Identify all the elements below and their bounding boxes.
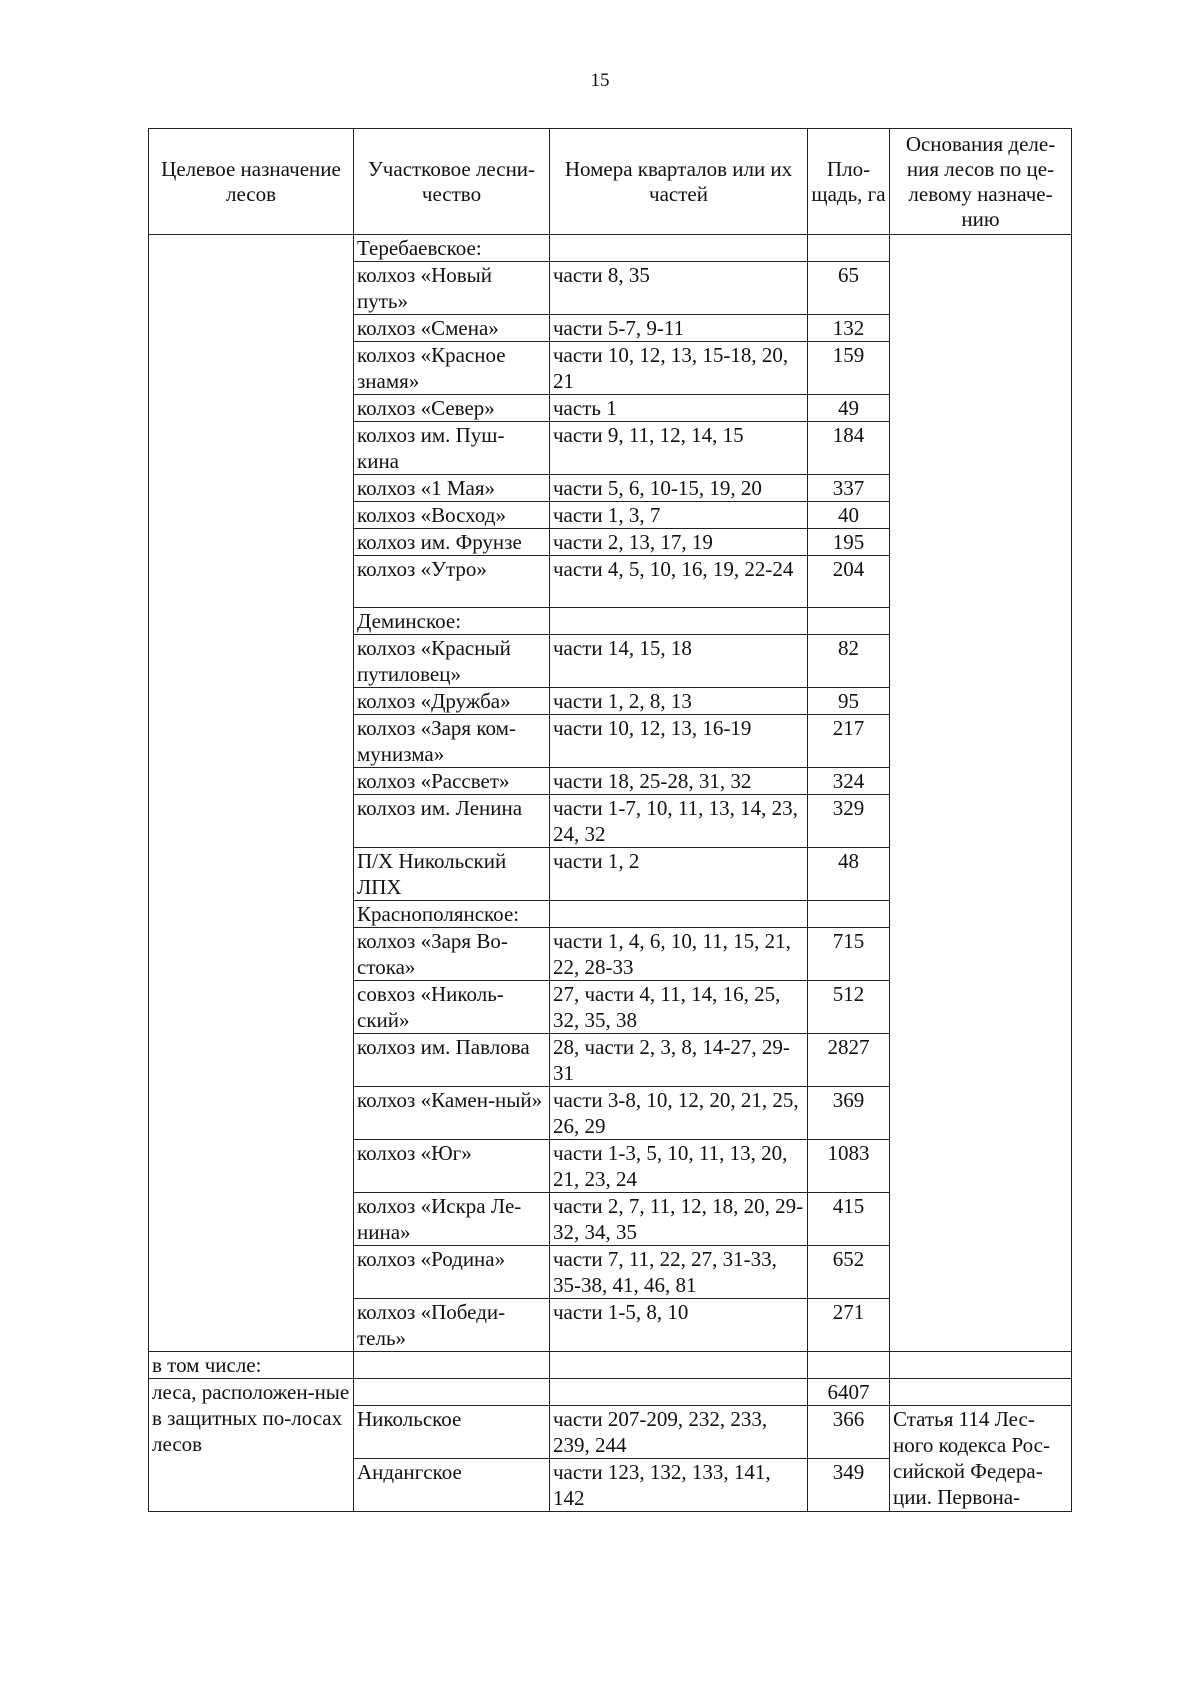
area-value: 95: [808, 688, 890, 715]
forest-owner-name: колхоз им. Ленина: [354, 795, 550, 848]
forest-owner-name: П/Х Никольский ЛПХ: [354, 848, 550, 901]
quarter-numbers: части 1, 4, 6, 10, 11, 15, 21, 22, 28-33: [550, 928, 808, 981]
group-header-row: [149, 235, 1072, 262]
area-value: 2827: [808, 1034, 890, 1087]
area-value: 40: [808, 502, 890, 529]
table-header-row: [149, 129, 1072, 235]
area-value: 715: [808, 928, 890, 981]
quarter-numbers: части 2, 13, 17, 19: [550, 529, 808, 556]
area-value: 48: [808, 848, 890, 901]
quarter-numbers: части 8, 35: [550, 262, 808, 315]
quarter-numbers: части 1, 2, 8, 13: [550, 688, 808, 715]
group-area-empty: [808, 608, 890, 635]
area-value: 652: [808, 1246, 890, 1299]
area-value: 324: [808, 768, 890, 795]
area-value: 195: [808, 529, 890, 556]
area-value: 82: [808, 635, 890, 688]
protective-basis-top-empty: [890, 1379, 1072, 1406]
area-value: 204: [808, 556, 890, 608]
quarter-numbers: 28, части 2, 3, 8, 14-27, 29-31: [550, 1034, 808, 1087]
quarter-numbers: части 3-8, 10, 12, 20, 21, 25, 26, 29: [550, 1087, 808, 1140]
area-value: 337: [808, 475, 890, 502]
area-value: 1083: [808, 1140, 890, 1193]
forest-owner-name: колхоз им. Фрунзе: [354, 529, 550, 556]
forest-owner-name: колхоз им. Павлова: [354, 1034, 550, 1087]
quarter-numbers: части 14, 15, 18: [550, 635, 808, 688]
legal-basis-text: Статья 114 Лес-ного кодекса Рос-сийской Федера-ции. Первона-: [890, 1406, 1072, 1512]
header-purpose: Целевое назначение лесов: [149, 129, 354, 235]
quarter-numbers: части 9, 11, 12, 14, 15: [550, 422, 808, 475]
area-value: 184: [808, 422, 890, 475]
protective-total-row: [149, 1379, 1072, 1406]
forest-owner-name: колхоз «Север»: [354, 395, 550, 422]
forest-owner-name: колхоз «Смена»: [354, 315, 550, 342]
area-value: 329: [808, 795, 890, 848]
forest-owner-name: колхоз «Камен-ный»: [354, 1087, 550, 1140]
area-value: 415: [808, 1193, 890, 1246]
quarter-numbers: части 5, 6, 10-15, 19, 20: [550, 475, 808, 502]
area-value: 217: [808, 715, 890, 768]
forest-owner-name: колхоз им. Пуш-кина: [354, 422, 550, 475]
quarter-numbers: части 1, 3, 7: [550, 502, 808, 529]
group-quarters-empty: [550, 608, 808, 635]
quarter-numbers: части 7, 11, 22, 27, 31-33, 35-38, 41, 46, 81: [550, 1246, 808, 1299]
protective-forestry-empty: [354, 1379, 550, 1406]
purpose-cell-empty: [149, 235, 354, 1352]
protective-total-area: 6407: [808, 1379, 890, 1406]
quarter-numbers: части 10, 12, 13, 15-18, 20, 21: [550, 342, 808, 395]
group-quarters-empty: [550, 235, 808, 262]
including-label: в том числе:: [149, 1352, 354, 1379]
header-area: Пло-щадь, га: [808, 129, 890, 235]
quarter-numbers: части 4, 5, 10, 16, 19, 22-24: [550, 556, 808, 608]
quarter-numbers: части 1-3, 5, 10, 11, 13, 20, 21, 23, 24: [550, 1140, 808, 1193]
forest-owner-name: колхоз «Новый путь»: [354, 262, 550, 315]
area-value: 366: [808, 1406, 890, 1459]
quarter-numbers: части 1-5, 8, 10: [550, 1299, 808, 1352]
quarter-numbers: 27, части 4, 11, 14, 16, 25, 32, 35, 38: [550, 981, 808, 1034]
quarter-numbers: части 10, 12, 13, 16-19: [550, 715, 808, 768]
group-name: Теребаевское:: [354, 235, 550, 262]
area-value: 159: [808, 342, 890, 395]
group-area-empty: [808, 901, 890, 928]
header-forestry: Участковое лесни-чество: [354, 129, 550, 235]
header-basis: Основания деле-ния лесов по це-левому назначе-нию: [890, 129, 1072, 235]
including-forestry-empty: [354, 1352, 550, 1379]
area-value: 369: [808, 1087, 890, 1140]
forest-owner-name: совхоз «Николь-ский»: [354, 981, 550, 1034]
including-row: [149, 1352, 1072, 1379]
table-body: [149, 235, 1072, 1512]
protective-purpose: леса, расположен-ные в защитных по-лосах лесов: [149, 1379, 354, 1512]
area-value: 49: [808, 395, 890, 422]
group-area-empty: [808, 235, 890, 262]
page-number: 15: [590, 70, 610, 91]
forestry-name: Никольское: [354, 1406, 550, 1459]
quarter-numbers: часть 1: [550, 395, 808, 422]
quarter-numbers: части 123, 132, 133, 141, 142: [550, 1459, 808, 1512]
forest-owner-name: колхоз «Родина»: [354, 1246, 550, 1299]
forest-owner-name: колхоз «Восход»: [354, 502, 550, 529]
group-name: Деминское:: [354, 608, 550, 635]
forest-owner-name: колхоз «1 Мая»: [354, 475, 550, 502]
area-value: 512: [808, 981, 890, 1034]
quarter-numbers: части 2, 7, 11, 12, 18, 20, 29-32, 34, 35: [550, 1193, 808, 1246]
forest-owner-name: колхоз «Победи-тель»: [354, 1299, 550, 1352]
including-quarters-empty: [550, 1352, 808, 1379]
forest-owner-name: колхоз «Красное знамя»: [354, 342, 550, 395]
forest-owner-name: колхоз «Заря Во-стока»: [354, 928, 550, 981]
area-value: 271: [808, 1299, 890, 1352]
including-area-empty: [808, 1352, 890, 1379]
group-quarters-empty: [550, 901, 808, 928]
area-value: 65: [808, 262, 890, 315]
forest-owner-name: колхоз «Искра Ле-нина»: [354, 1193, 550, 1246]
forest-owner-name: колхоз «Утро»: [354, 556, 550, 608]
forest-owner-name: колхоз «Заря ком-мунизма»: [354, 715, 550, 768]
group-name: Краснополянское:: [354, 901, 550, 928]
forest-owner-name: колхоз «Юг»: [354, 1140, 550, 1193]
forestry-name: Андангское: [354, 1459, 550, 1512]
area-value: 132: [808, 315, 890, 342]
quarter-numbers: части 1-7, 10, 11, 13, 14, 23, 24, 32: [550, 795, 808, 848]
forest-owner-name: колхоз «Дружба»: [354, 688, 550, 715]
protective-quarters-empty: [550, 1379, 808, 1406]
basis-cell-empty: [890, 235, 1072, 1352]
quarter-numbers: части 18, 25-28, 31, 32: [550, 768, 808, 795]
forest-owner-name: колхоз «Рассвет»: [354, 768, 550, 795]
area-value: 349: [808, 1459, 890, 1512]
header-quarters: Номера кварталов или их частей: [550, 129, 808, 235]
including-basis-empty: [890, 1352, 1072, 1379]
quarter-numbers: части 207-209, 232, 233, 239, 244: [550, 1406, 808, 1459]
forest-purpose-table: [148, 128, 1072, 1512]
quarter-numbers: части 1, 2: [550, 848, 808, 901]
forest-owner-name: колхоз «Красный путиловец»: [354, 635, 550, 688]
quarter-numbers: части 5-7, 9-11: [550, 315, 808, 342]
